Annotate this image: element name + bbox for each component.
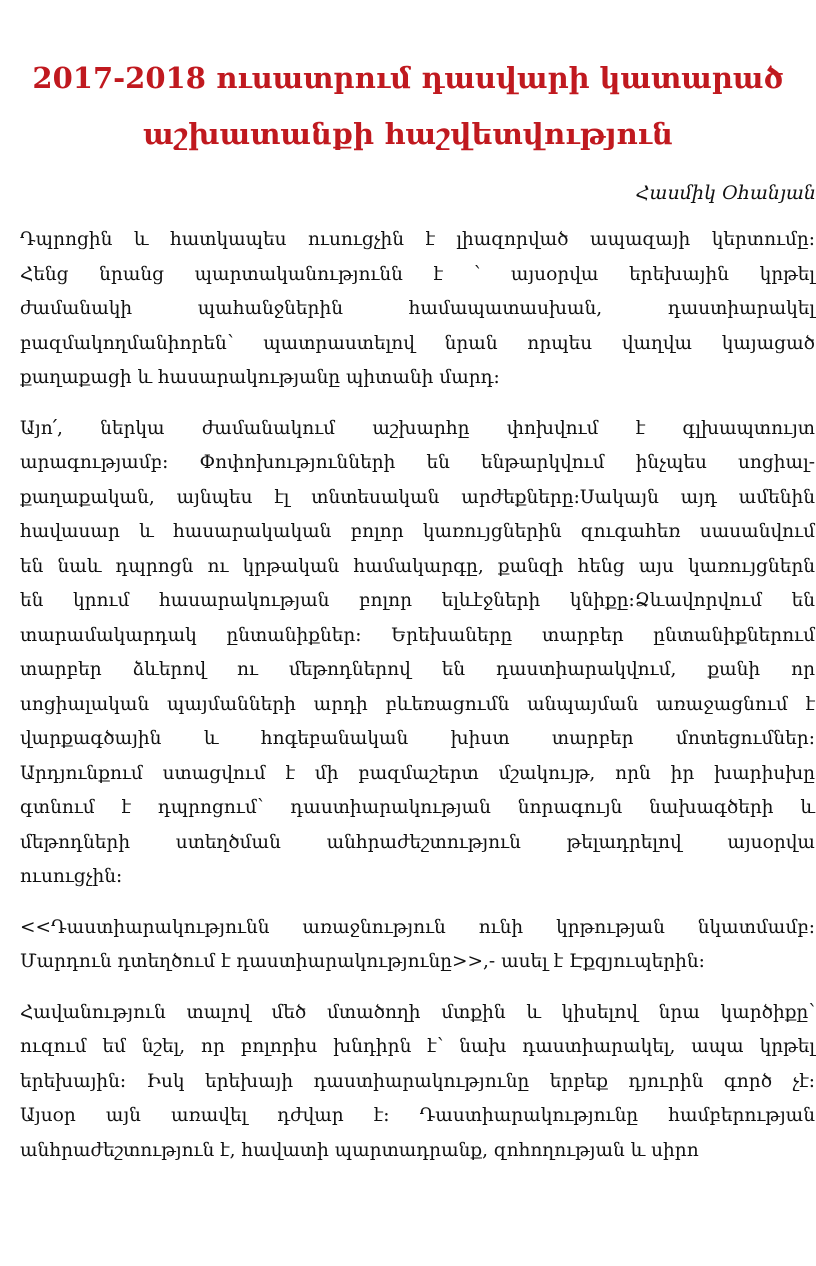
text-line: անհրաժեշտություն է, հավատի պարտադրանք, զոհողության և սիրո (20, 1139, 699, 1161)
text-line: են կրում հասարակության բոլոր ելևէջների կնիքը։Ձևավորվում են (20, 590, 815, 611)
text-line: Այսօր այն առավել դժվար է։ Դաստիարակությունը համբերության (20, 1105, 815, 1126)
text-line: Մարդուն դտեղծում է դաստիարակությունը>>,- ասել է Էքզյուպերին։ (20, 951, 705, 972)
text-line: Հավանություն տալով մեծ մտածողի մտքին և կիսելով նրա կարծիքը՝ (20, 1001, 815, 1023)
paragraph (20, 412, 815, 895)
document-body (20, 223, 815, 1184)
text-line: քաղաքացի և հասարակությանը պիտանի մարդ։ (20, 367, 500, 388)
paragraph (20, 911, 815, 980)
text-line: սոցիալական պայմանների արդի բևեռացումն անպայման առաջացնում է (20, 693, 815, 715)
text-line: Արդյունքում ստացվում է մի բազմաշերտ մշակույթ, որն իր խարիսխը (20, 762, 815, 784)
text-line: Հենց նրանց պարտականությունն է ՝ այսօրվա երեխային կրթել (20, 263, 815, 285)
text-line: երեխային։ Իսկ երեխայի դաստիարակությունը երբեք դյուրին գործ չէ։ (20, 1070, 815, 1092)
text-line: բազմակողմանիորեն՝ պատրաստելով նրան որպես վաղվա կայացած (20, 332, 815, 354)
text-line: <<Դաստիարակությունն առաջնություն ունի կրթության նկատմամբ։ (20, 916, 815, 938)
text-line: ուսուցչին։ (20, 866, 123, 887)
paragraph (20, 223, 815, 396)
author-name: Հասմիկ Օհանյան (635, 182, 816, 204)
text-line: ուզում եմ նշել, որ բոլորիս խնդիրն է՝ նախ դաստիարակել, ապա կրթել (20, 1036, 815, 1057)
text-line: վարքագծային և հոգեբանական խիստ տարբեր մոտեցումներ։ (20, 728, 815, 749)
title-line-2: աշխատանքի հաշվետվություն (143, 117, 673, 151)
text-line: մեթոդների ստեղծման անհրաժեշտություն թելադրելով այսօրվա (20, 831, 815, 853)
text-line: հավասար և հասարակական բոլոր կառույցներին զուգահեռ սասանվում (20, 521, 815, 542)
text-line: քաղաքական, այնպես էլ տնտեսական արժեքները։Սակայն այդ ամենին (20, 486, 815, 508)
document-title (20, 50, 796, 162)
text-line: ժամանակի պահանջներին համապատասխան, դաստիարակել (20, 298, 815, 319)
paragraph (20, 996, 815, 1169)
title-line-1: 2017-2018 ուսատրում դասվարի կատարած (32, 61, 784, 95)
text-line: տարբեր ձևերով ու մեթոդներով են դաստիարակվում, քանի որ (20, 659, 815, 680)
text-line: Դպրոցին և հատկապես ուսուցչին է լիազորված ապազայի կերտումը։ (20, 229, 815, 250)
text-line: արագությամբ։ Փոփոխությունների են ենթարկվում ինչպես սոցիալ- (20, 452, 815, 473)
text-line: տարամակարդակ ընտանիքներ։ Երեխաները տարբեր ընտանիքներում (20, 624, 815, 646)
text-line: գտնում է դպրոցում՝ դաստիարակության նորագույն նախագծերի և (20, 797, 815, 818)
text-line: են նաև դպրոցն ու կրթական համակարգը, քանզի հենց այս կառույցներն (20, 555, 815, 577)
text-line: Այո՛, ներկա ժամանակում աշխարհը փոխվում է գլխապտույտ (20, 417, 815, 439)
